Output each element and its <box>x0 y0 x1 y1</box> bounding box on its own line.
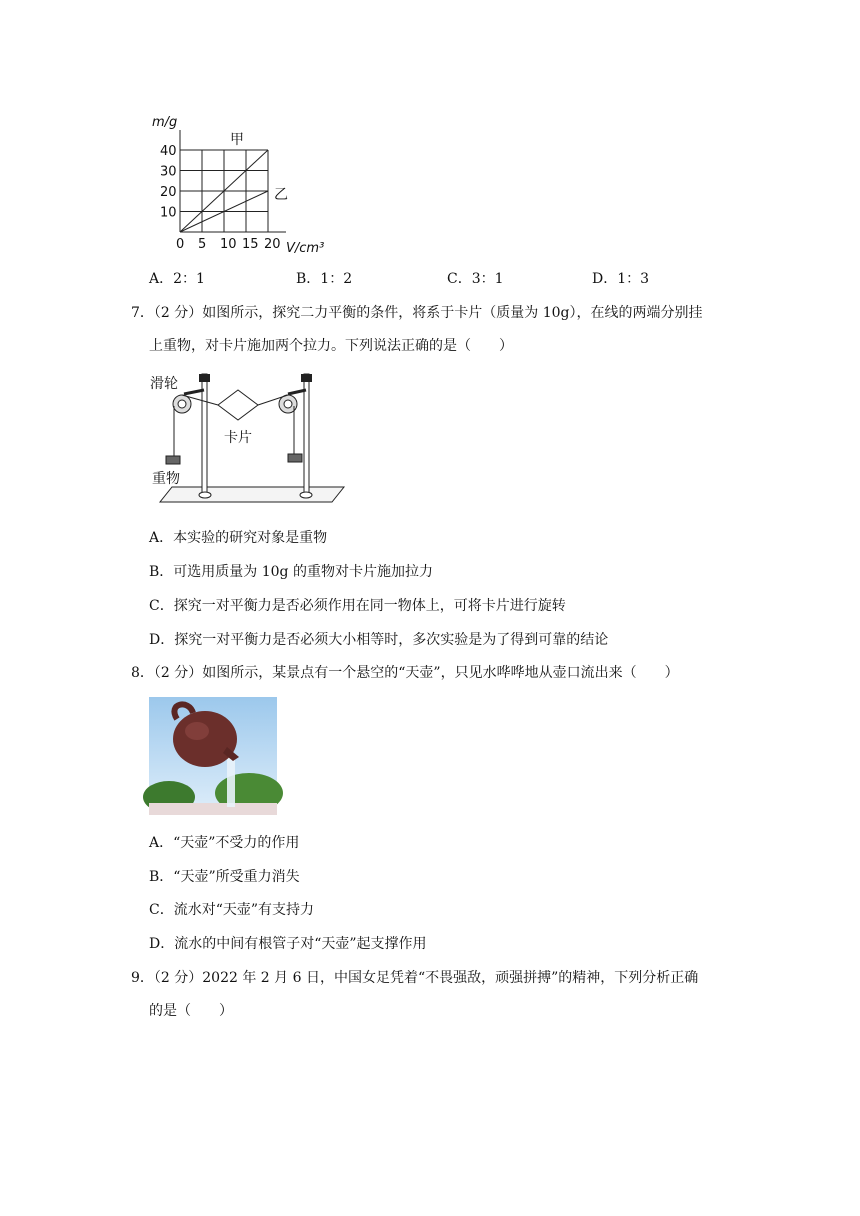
q8-option-a[interactable]: A．“天壶”不受力的作用 <box>149 835 300 851</box>
q8-stem-line-1: 8．（2 分）如图所示，某景点有一个悬空的“天壶”，只见水哗哗地从壶口流出来（ ） <box>131 665 679 681</box>
y-axis-label: m/g <box>152 115 178 130</box>
q8-option-c[interactable]: C．流水对“天壶”有支持力 <box>149 902 315 918</box>
floating-teapot-photo <box>149 697 277 815</box>
q7-option-a[interactable]: A．本实验的研究对象是重物 <box>149 530 328 546</box>
y-tick-label: 40 <box>160 144 177 159</box>
q7-option-c[interactable]: C．探究一对平衡力是否必须作用在同一物体上，可将卡片进行旋转 <box>149 598 566 614</box>
mass-volume-chart <box>148 108 325 258</box>
label-weight: 重物 <box>152 471 180 487</box>
q7-option-b[interactable]: B．可选用质量为 10g 的重物对卡片施加拉力 <box>149 564 433 580</box>
q6-option-d[interactable]: D．1：3 <box>592 271 650 287</box>
x-tick-label: 5 <box>198 237 207 252</box>
label-card: 卡片 <box>224 430 252 446</box>
teapot-photo-drawing <box>149 697 277 815</box>
q6-option-a[interactable]: A．2：1 <box>149 271 205 287</box>
q9-stem-line-2: 的是（ ） <box>149 1003 233 1019</box>
q7-stem-line-2: 上重物，对卡片施加两个拉力。下列说法正确的是（ ） <box>149 338 513 354</box>
q7-option-d[interactable]: D．探究一对平衡力是否必须大小相等时，多次实验是为了得到可靠的结论 <box>149 632 609 648</box>
x-tick-label: 15 <box>242 237 259 252</box>
x-tick-label: 20 <box>264 237 281 252</box>
q9-stem-line-1: 9．（2 分）2022 年 2 月 6 日，中国女足凭着“不畏强敌，顽强拼搏”的精神，下列分析正确 <box>131 970 699 986</box>
label-pulley: 滑轮 <box>150 376 178 392</box>
x-tick-label: 10 <box>220 237 237 252</box>
series-label-yi: 乙 <box>274 187 288 203</box>
series-label-jia: 甲 <box>230 132 244 148</box>
two-force-balance-apparatus <box>148 368 348 508</box>
y-tick-label: 20 <box>160 185 177 200</box>
q6-option-b[interactable]: B．1：2 <box>296 271 353 287</box>
q7-stem-line-1: 7．（2 分）如图所示，探究二力平衡的条件，将系于卡片（质量为 10g），在线的两端分别挂 <box>131 305 703 321</box>
x-axis-label: V/cm³ <box>286 241 325 256</box>
y-tick-label: 10 <box>160 205 177 221</box>
mass-volume-chart-svg <box>148 108 325 258</box>
q8-option-b[interactable]: B．“天壶”所受重力消失 <box>149 869 300 885</box>
x-tick-label: 0 <box>176 237 185 252</box>
q8-option-d[interactable]: D．流水的中间有根管子对“天壶”起支撑作用 <box>149 936 427 952</box>
apparatus-drawing <box>148 368 348 508</box>
y-tick-label: 30 <box>160 164 177 180</box>
q6-option-c[interactable]: C．3：1 <box>447 271 504 287</box>
